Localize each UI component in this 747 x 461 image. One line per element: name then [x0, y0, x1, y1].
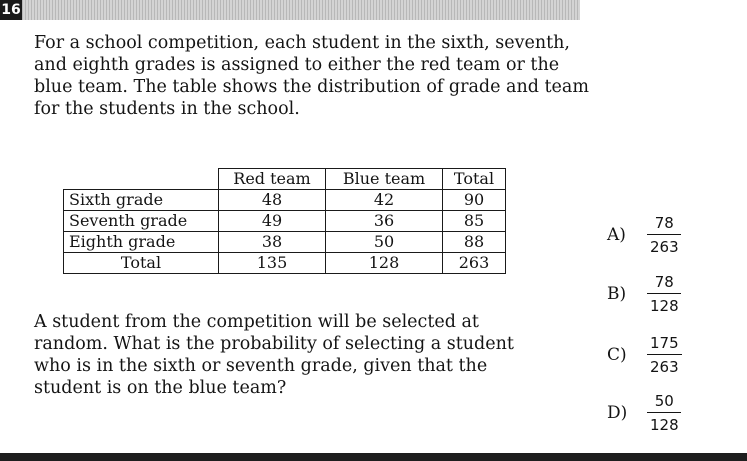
table-cell: 38 — [219, 232, 326, 253]
choice-letter: C) — [607, 345, 627, 365]
choice-letter: B) — [607, 284, 627, 304]
table-cell: 263 — [443, 253, 506, 274]
fraction — [647, 273, 682, 315]
fraction-denominator: 128 — [650, 297, 679, 315]
choice-letter: A) — [607, 225, 626, 245]
column-header-red-team: Red team — [219, 169, 326, 190]
table-cell: 36 — [326, 211, 443, 232]
question-prompt: A student from the competition will be selected at random. What is the probability of selecting a student who is in the sixth or seventh grade, given that the student is on the blue team? — [34, 312, 514, 398]
table-cell: 49 — [219, 211, 326, 232]
fraction — [647, 214, 682, 256]
answer-choice-b[interactable] — [607, 267, 682, 321]
bottom-divider-bar — [0, 453, 747, 461]
row-label-sixth-grade: Sixth grade — [64, 190, 219, 211]
fraction — [647, 334, 682, 376]
table-row — [64, 232, 506, 253]
fraction-denominator: 128 — [650, 416, 679, 434]
table-total-row — [64, 253, 506, 274]
question-number: 16 — [1, 2, 21, 18]
distribution-table — [63, 168, 506, 274]
answer-choice-c[interactable] — [607, 328, 682, 382]
table-cell: 88 — [443, 232, 506, 253]
row-label-total: Total — [64, 253, 219, 274]
table-cell: 135 — [219, 253, 326, 274]
answer-choice-d[interactable] — [607, 386, 682, 440]
table-row — [64, 211, 506, 232]
fraction-numerator: 50 — [647, 392, 681, 413]
fraction-denominator: 263 — [650, 238, 679, 256]
fraction-denominator: 263 — [650, 358, 679, 376]
table-cell: 85 — [443, 211, 506, 232]
table-cell: 42 — [326, 190, 443, 211]
table-cell: 90 — [443, 190, 506, 211]
column-header-total: Total — [443, 169, 506, 190]
table-cell: 48 — [219, 190, 326, 211]
row-label-seventh-grade: Seventh grade — [64, 211, 219, 232]
table-cell: 50 — [326, 232, 443, 253]
table-header-row — [64, 169, 506, 190]
fraction-numerator: 175 — [647, 334, 682, 355]
fraction — [647, 392, 682, 434]
row-label-eighth-grade: Eighth grade — [64, 232, 219, 253]
question-stem: For a school competition, each student in the sixth, seventh, and eighth grades is assigned to either the red team or the blue team. The table shows the distribution of grade and team for the students in the school. — [34, 33, 589, 119]
table-cell: 128 — [326, 253, 443, 274]
column-header-blue-team: Blue team — [326, 169, 443, 190]
choice-letter: D) — [607, 403, 628, 423]
table-row — [64, 190, 506, 211]
fraction-numerator: 78 — [647, 214, 681, 235]
answer-choice-a[interactable] — [607, 208, 682, 262]
fraction-numerator: 78 — [647, 273, 681, 294]
question-header-bar — [22, 0, 580, 20]
table-corner-cell — [64, 169, 219, 190]
